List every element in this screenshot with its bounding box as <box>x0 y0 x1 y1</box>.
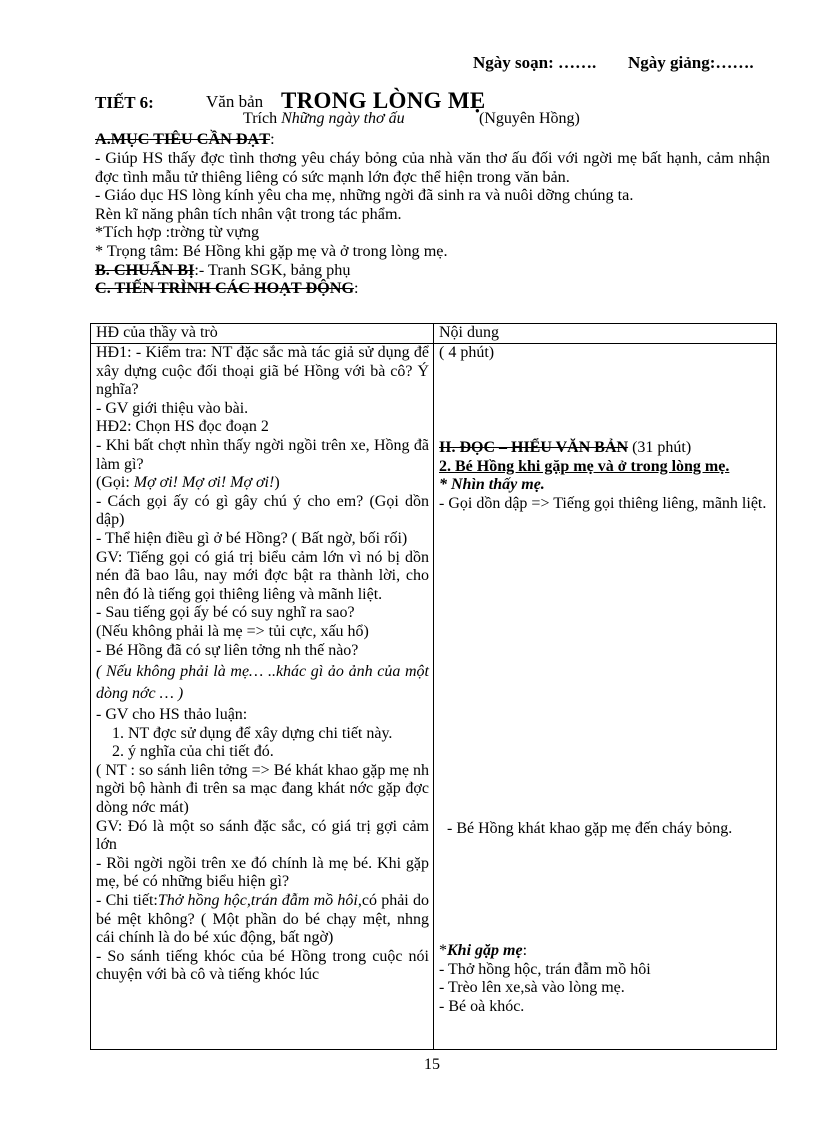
act-l16: ( NT : so sánh liên tởng => Bé khát khao gặp mẹ nh ngời bộ hành đi trên sa mạc đang khát nớc gặp đợc dòng nớc mát) <box>96 761 429 817</box>
ngay-soan: Ngày soạn: ……. <box>473 53 597 72</box>
section-2-time: (31 phút) <box>628 439 692 456</box>
lesson-table <box>90 323 777 1050</box>
page-title: TRONG LÒNG MẸ <box>281 88 486 113</box>
act-l5c: ) <box>274 474 280 492</box>
trich-line <box>243 110 405 128</box>
objective-1: - Giúp HS thấy đợc tình thơng yêu cháy bỏng của nhà văn thơ ấu đối với ngời mẹ bất hạnh, cảm nhận đợc tình mẫu tử thiêng liêng có sức mạnh lớn đợc thể hiện trong văn bản. <box>95 149 770 186</box>
khi-label: Khi gặp mẹ <box>447 942 523 959</box>
act-l6: - Cách gọi ấy có gì gây chú ý cho em? (Gọi dồn dập) <box>96 492 429 529</box>
act-l19a: - Chi tiết: <box>96 892 158 910</box>
content-section-2 <box>439 439 773 513</box>
bullet-2: - Trèo lên xe,sà vào lòng mẹ. <box>439 979 625 997</box>
col-header-activities: HĐ của thầy và trò <box>91 324 434 344</box>
act-l8: GV: Tiếng gọi có giá trị biểu cảm lớn vì nó bị dồn nén đã bao lâu, nay mới đợc bật ra thành lời, cho nên đó là tiếng gọi thiêng liêng và mãnh liệt. <box>96 548 429 603</box>
khi-gap-me <box>439 942 773 1016</box>
section-b <box>95 261 770 280</box>
section-a-body <box>95 149 770 298</box>
content-time-1: ( 4 phút) <box>439 344 495 361</box>
section-b-text: :- Tranh SGK, bảng phụ <box>194 260 351 279</box>
subsection-2-title: 2. Bé Hồng khi gặp mẹ và ở trong lòng mẹ. <box>439 457 730 475</box>
activities-cell <box>91 344 434 1050</box>
act-l2: - GV giới thiệu vào bài. <box>96 399 249 417</box>
khi-star: * <box>439 942 447 959</box>
khi-colon: : <box>522 942 528 959</box>
objective-3: Rèn kĩ năng phân tích nhân vật trong tác phẩm. <box>95 204 402 223</box>
integration: *Tích hợp :trờng từ vựng <box>95 223 260 242</box>
objective-2: - Giáo dục HS lòng kính yêu cha mẹ, những ngời đã sinh ra và nuôi dỡng chúng ta. <box>95 186 634 205</box>
act-l14: 1. NT đợc sử dụng để xây dựng chi tiết này. <box>112 724 393 742</box>
content-cell <box>434 344 777 1050</box>
act-l1: HĐ1: - Kiểm tra: NT đặc sắc mà tác giả sử dụng để xây dựng cuộc đối thoại giã bé Hồng với bà cô? Ý nghĩa? <box>96 344 429 399</box>
act-l19c: ,có phải do bé mệt không? ( Một phần do bé chạy mệt, nhng cái chính là do bé xúc động, bất ngờ) <box>96 892 429 947</box>
act-l20: - So sánh tiếng khóc của bé Hồng trong cuộc nói chuyện với bà cô và tiếng khóc lúc <box>96 947 429 984</box>
section-a-heading <box>95 130 275 149</box>
act-l18: - Rồi ngời ngồi trên xe đó chính là mẹ bé. Khi gặp mẹ, bé có những biểu hiện gì? <box>96 854 429 891</box>
act-l10: (Nếu không phải là mẹ => tủi cực, xấu hổ) <box>96 622 369 640</box>
act-l5b: Mợ ơi! Mợ ơi! Mợ ơi! <box>133 474 275 492</box>
act-l4: - Khi bất chợt nhìn thấy ngời ngồi trên xe, Hồng đã làm gì? <box>96 436 429 473</box>
tiet-label: TIẾT 6: <box>95 93 154 112</box>
van-ban-label: Văn bản <box>206 92 264 111</box>
bullet-3: - Bé oà khóc. <box>439 997 525 1015</box>
focus: * Trọng tâm: Bé Hồng khi gặp mẹ và ở trong lòng mẹ. <box>95 241 448 260</box>
trich-label: Trích <box>243 110 278 127</box>
bullet-1: - Thở hồng hộc, trán đẫm mồ hôi <box>439 960 651 978</box>
act-l15: 2. ý nghĩa của chi tiết đó. <box>112 743 274 761</box>
act-l19 <box>96 892 429 948</box>
section-c-colon: : <box>354 279 359 298</box>
section-c-title: C. TIẾN TRÌNH CÁC HOẠT ĐỘNG <box>95 279 355 298</box>
section-a-colon: : <box>270 130 275 148</box>
act-l17: GV: Đó là một so sánh đặc sắc, có giá trị gợi cảm lớn <box>96 817 429 854</box>
khat-khao: - Bé Hồng khát khao gặp mẹ đến cháy bỏng. <box>447 820 733 837</box>
section-2-heading: II. ĐỌC – HIỂU VĂN BẢN <box>439 439 629 456</box>
act-l3: HĐ2: Chọn HS đọc đoạn 2 <box>96 418 269 436</box>
section-b-title: B. CHUẨN BỊ <box>95 260 195 279</box>
nhin-thay-me: * Nhìn thấy mẹ. <box>439 476 545 494</box>
act-l11: - Bé Hồng đã có sự liên tởng nh thế nào? <box>96 641 359 659</box>
act-l5 <box>96 474 429 493</box>
act-l5a: (Gọi: <box>96 474 134 492</box>
section-a-title: A.MỤC TIÊU CẦN ĐẠT <box>95 130 271 148</box>
page-number: 15 <box>424 1056 440 1073</box>
act-l9: - Sau tiếng gọi ấy bé có suy nghĩ ra sao? <box>96 604 355 622</box>
goi-don-dap: - Gọi dồn dập => Tiếng gọi thiêng liêng, mãnh liệt. <box>439 494 767 512</box>
col-header-content: Nội dung <box>434 324 777 344</box>
act-l13: - GV cho HS thảo luận: <box>96 706 248 724</box>
ngay-giang: Ngày giảng:……. <box>628 53 754 72</box>
trich-work: Những ngày thơ ấu <box>281 110 405 127</box>
act-l19b: Thở hồng hộc,trán đẫm mồ hôi <box>157 892 358 910</box>
act-l7: - Thể hiện điều gì ở bé Hồng? ( Bất ngờ, bối rối) <box>96 529 408 547</box>
act-l12: ( Nếu không phải là mẹ… ..khác gì ảo ảnh của một dòng nớc … ) <box>96 663 429 703</box>
author: (Nguyên Hồng) <box>479 110 580 127</box>
section-c <box>95 279 770 298</box>
